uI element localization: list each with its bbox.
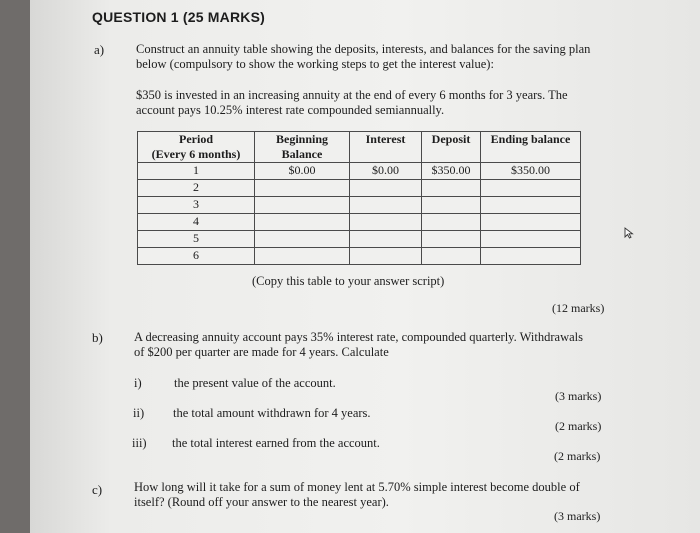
table-row: [138, 231, 581, 248]
cell-period: 5: [138, 231, 255, 248]
cell-beginning: [255, 231, 350, 248]
part-b-item-label: ii): [133, 406, 145, 420]
part-b-line1: A decreasing annuity account pays 35% interest rate, compounded quarterly. Withdrawals: [134, 330, 584, 344]
header-ending-balance: Ending balance: [481, 132, 581, 163]
cell-beginning: [255, 214, 350, 231]
part-c-line2: itself? (Round off your answer to the nearest year).: [134, 495, 389, 509]
exam-page: [30, 0, 700, 533]
table-row: [138, 248, 581, 265]
cell-deposit: [422, 180, 481, 197]
cell-beginning: [255, 248, 350, 265]
header-deposit: Deposit: [422, 132, 481, 163]
part-b-item-text: the total amount withdrawn for 4 years.: [173, 406, 371, 420]
part-b-item-text: the present value of the account.: [174, 376, 336, 390]
cell-beginning: [255, 197, 350, 214]
cell-deposit: $350.00: [422, 163, 481, 180]
cell-ending: $350.00: [481, 163, 581, 180]
cell-interest: [350, 231, 422, 248]
cell-ending: [481, 231, 581, 248]
cell-interest: [350, 180, 422, 197]
table-row: [138, 163, 581, 180]
cell-period: 1: [138, 163, 255, 180]
part-c-line1: How long will it take for a sum of money lent at 5.70% simple interest become double of: [134, 480, 580, 494]
mouse-pointer-icon: [624, 226, 636, 238]
cell-interest: [350, 248, 422, 265]
table-row: [138, 197, 581, 214]
cell-deposit: [422, 248, 481, 265]
header-period: [138, 132, 255, 163]
header-beginning-balance: [255, 132, 350, 163]
part-b-item-text: the total interest earned from the account.: [172, 436, 380, 450]
header-period-line1: Period: [179, 132, 213, 146]
cell-ending: [481, 248, 581, 265]
annuity-table: [137, 131, 581, 265]
part-b-item-label: iii): [132, 436, 147, 450]
header-beginning-line1: Beginning: [275, 132, 329, 146]
cell-period: 3: [138, 197, 255, 214]
part-c-label: c): [92, 482, 103, 497]
cell-deposit: [422, 197, 481, 214]
part-c-marks: (3 marks): [554, 509, 601, 523]
part-a-scenario-line1: $350 is invested in an increasing annuity at the end of every 6 months for 3 years. The: [136, 88, 568, 102]
part-a-instruction-line1: Construct an annuity table showing the deposits, interests, and balances for the saving plan: [136, 42, 591, 56]
part-a-marks: (12 marks): [552, 301, 605, 315]
part-b-item-marks: (2 marks): [554, 449, 601, 463]
cell-ending: [481, 197, 581, 214]
table-row: [138, 180, 581, 197]
cell-beginning: [255, 180, 350, 197]
cell-deposit: [422, 214, 481, 231]
part-b-item-marks: (2 marks): [555, 419, 602, 433]
cell-ending: [481, 180, 581, 197]
table-row: [138, 214, 581, 231]
part-b-item-marks: (3 marks): [555, 389, 602, 403]
cell-period: 4: [138, 214, 255, 231]
part-b-line2: of $200 per quarter are made for 4 years. Calculate: [134, 345, 389, 359]
part-a-instruction-line2: below (compulsory to show the working steps to get the interest value):: [136, 57, 494, 71]
copy-table-note: (Copy this table to your answer script): [252, 274, 445, 288]
part-a-label: a): [94, 42, 105, 57]
part-b-item-label: i): [134, 376, 142, 390]
table-header-row: [138, 132, 581, 163]
header-interest: Interest: [350, 132, 422, 163]
cell-interest: [350, 197, 422, 214]
question-title: QUESTION 1 (25 MARKS): [92, 9, 265, 25]
cell-period: 2: [138, 180, 255, 197]
cell-interest: $0.00: [350, 163, 422, 180]
cell-interest: [350, 214, 422, 231]
part-b-label: b): [92, 330, 103, 345]
cell-ending: [481, 214, 581, 231]
header-period-line2: (Every 6 months): [151, 147, 241, 161]
cell-beginning: $0.00: [255, 163, 350, 180]
cell-period: 6: [138, 248, 255, 265]
part-a-scenario-line2: account pays 10.25% interest rate compounded semiannually.: [136, 103, 445, 117]
cell-deposit: [422, 231, 481, 248]
header-beginning-line2: Balance: [281, 147, 323, 161]
